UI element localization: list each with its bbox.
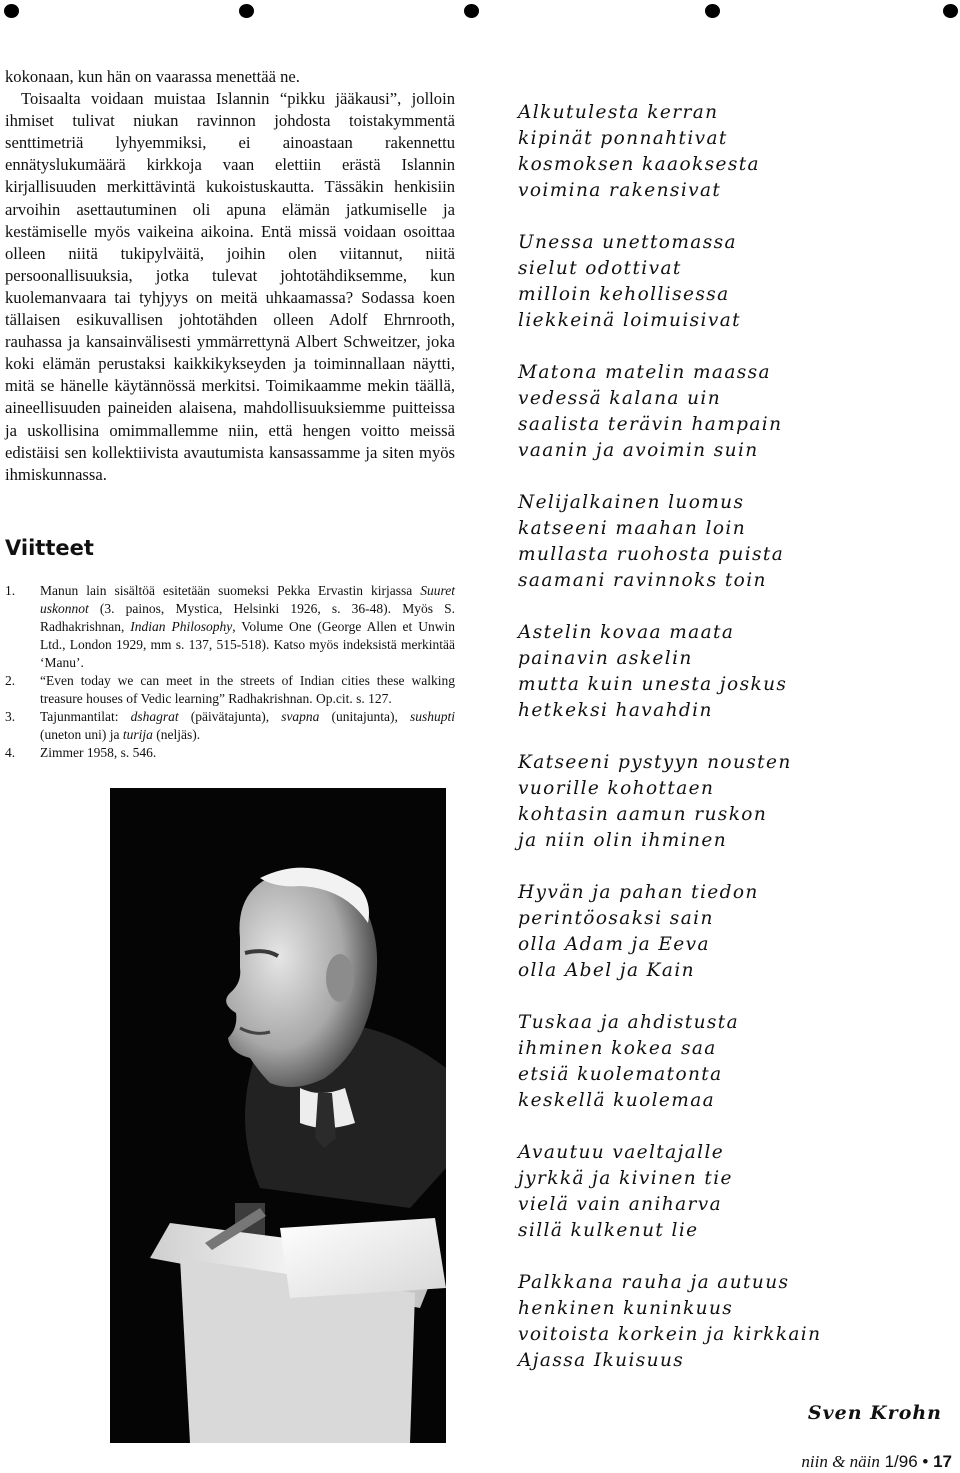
poem <box>518 100 948 1400</box>
reference-item <box>5 582 455 672</box>
poem-stanza <box>518 620 948 724</box>
poem-line: Katseeni pystyyn nousten <box>518 752 792 773</box>
poem-author: Sven Krohn <box>807 1402 942 1424</box>
poem-line: Matona matelin maassa <box>518 362 771 383</box>
poem-line: milloin kehollisessa <box>518 284 730 305</box>
registration-mark <box>4 4 19 18</box>
poem-line: hetkeksi havahdin <box>518 700 713 721</box>
poem-line: Ajassa Ikuisuus <box>518 1350 685 1371</box>
poem-stanza <box>518 1270 948 1374</box>
poem-line: olla Adam ja Eeva <box>518 934 710 955</box>
registration-mark <box>943 4 958 18</box>
registration-mark <box>239 4 254 18</box>
poem-line: etsiä kuolematonta <box>518 1064 723 1085</box>
poem-line: painavin askelin <box>518 648 693 669</box>
poem-line: voitoista korkein ja kirkkain <box>518 1324 822 1345</box>
reference-item <box>5 744 455 762</box>
poem-line: henkinen kuninkuus <box>518 1298 734 1319</box>
book-title: Indian Philosophy <box>130 618 233 634</box>
issue-number: 1/96 <box>884 1452 918 1471</box>
poem-stanza <box>518 360 948 464</box>
poem-line: katseeni maahan loin <box>518 518 747 539</box>
poem-stanza <box>518 1010 948 1114</box>
reference-number: 4. <box>5 744 16 760</box>
poem-line: kosmoksen kaaoksesta <box>518 154 760 175</box>
poem-line: mullasta ruohosta puista <box>518 544 785 565</box>
book-title: Suuret uskonnot <box>40 582 455 616</box>
magazine-name: niin & näin <box>801 1452 880 1471</box>
footer-bullet: • <box>922 1452 929 1471</box>
poem-line: vielä vain aniharva <box>518 1194 723 1215</box>
poem-line: Astelin kovaa maata <box>518 622 735 643</box>
poem-line: saalista terävin hampain <box>518 414 783 435</box>
poem-line: Avautuu vaeltajalle <box>518 1142 725 1163</box>
poem-line: perintöosaksi sain <box>518 908 714 929</box>
poem-line: Unessa unettomassa <box>518 232 737 253</box>
poem-line: jyrkkä ja kivinen tie <box>518 1168 733 1189</box>
poem-line: Palkkana rauha ja autuus <box>518 1272 790 1293</box>
reference-text: Manun lain sisältöä esitetään suomeksi Pekka Ervastin kirjassa Suuret uskonnot (3. painos, Mystica, Helsinki 1926, s. 36-48). Myös S. Radhakrishnan, Indian Philosophy, Volume One (George Allen et Unwin Ltd., London 1929, mm s. 137, 515-518). Katso myös indeksistä merkintää ‘Manu’. <box>40 582 455 670</box>
article-paragraph: Toisaalta voidaan muistaa Islannin “pikku jääkausi”, jolloin ihmiset tulivat niukan ravinnon johdosta toistakymmentä senttimetriä lyhyemmiksi, ei ainoastaan rakennettu ennätyslukumäärä kirkkoja vaan elettiin erästä Islannin kirjallisuuden merkittävintä kukoistuskautta. Tässäkin henkisiin arvoihin asettautuminen oli apuna elämän jatkumiselle ja kestämiselle myös vaikeina aikoina. Entä missä voidaan osoittaa olleen niitä tukipylväitä, joihin olen viitannut, niitä persoonallisuuksia, jotka tulevat johtotähdiksemme, kun kuolemanvaara tai tyhjyys on meitä uhkaamassa? Sodassa koen tällaisen esikuvallisen johtotähden olleen Adolf Ehrnrooth, rauhassa ja kansainvälisesti ymmärrettynä Albert Schweitzer, joka koki elämän perustaksi kaikkikykseyden ja toiminnallaan näytti, mitä se hänelle käytännössä merkitsi. Toimikaamme mekin täällä, aineellisuuden paineiden alaisena, mahdollisuuksiemme puitteissa ja uskollisina omimmallemme niin, että hengen voitto meissä edistäisi sen kollektiivista avautumista kansassamme ja siten myös ihmiskunnassa. <box>5 89 455 484</box>
poem-line: kohtasin aamun ruskon <box>518 804 768 825</box>
reference-number: 1. <box>5 582 16 598</box>
poem-line: Alkutulesta kerran <box>518 102 719 123</box>
reference-item <box>5 672 455 708</box>
poem-line: sielut odottivat <box>518 258 682 279</box>
poem-line: olla Abel ja Kain <box>518 960 695 981</box>
reference-text: “Even today we can meet in the streets of Indian cities these walking treasure houses of Vedic learning” Radhakrishnan. Op.cit. s. 127. <box>40 672 455 706</box>
poem-line: keskellä kuolemaa <box>518 1090 716 1111</box>
poem-line: sillä kulkenut lie <box>518 1220 699 1241</box>
reference-number: 2. <box>5 672 16 688</box>
references-list <box>5 582 455 762</box>
poem-line: Nelijalkainen luomus <box>518 492 745 513</box>
reference-item <box>5 708 455 744</box>
poem-line: vuorille kohottaen <box>518 778 715 799</box>
references-heading: Viitteet <box>5 535 94 560</box>
poem-line: ihminen kokea saa <box>518 1038 717 1059</box>
article-paragraph: kokonaan, kun hän on vaarassa menettää ne. <box>5 67 300 86</box>
speaker-photo <box>110 788 446 1443</box>
poem-line: Hyvän ja pahan tiedon <box>518 882 759 903</box>
poem-line: liekkeinä loimuisivat <box>518 310 741 331</box>
elderly-man-speaking-icon <box>110 788 446 1443</box>
article-column <box>5 66 455 762</box>
reference-text: Tajunmantilat: dshagrat (päivätajunta), svapna (unitajunta), sushupti (uneton uni) ja turija (neljäs). <box>40 708 455 742</box>
poem-line: kipinät ponnahtivat <box>518 128 728 149</box>
poem-stanza <box>518 880 948 984</box>
page-number: 17 <box>933 1452 952 1471</box>
poem-stanza <box>518 230 948 334</box>
poem-stanza <box>518 1140 948 1244</box>
page-footer <box>801 1452 952 1472</box>
poem-stanza <box>518 100 948 204</box>
poem-line: vedessä kalana uin <box>518 388 722 409</box>
poem-line: saamani ravinnoks toin <box>518 570 767 591</box>
poem-line: mutta kuin unesta joskus <box>518 674 788 695</box>
registration-mark <box>705 4 720 18</box>
poem-stanza <box>518 490 948 594</box>
registration-mark <box>464 4 479 18</box>
reference-number: 3. <box>5 708 16 724</box>
poem-line: ja niin olin ihminen <box>518 830 728 851</box>
poem-line: voimina rakensivat <box>518 180 722 201</box>
poem-line: Tuskaa ja ahdistusta <box>518 1012 740 1033</box>
poem-line: vaanin ja avoimin suin <box>518 440 759 461</box>
reference-text: Zimmer 1958, s. 546. <box>40 744 157 760</box>
poem-stanza <box>518 750 948 854</box>
